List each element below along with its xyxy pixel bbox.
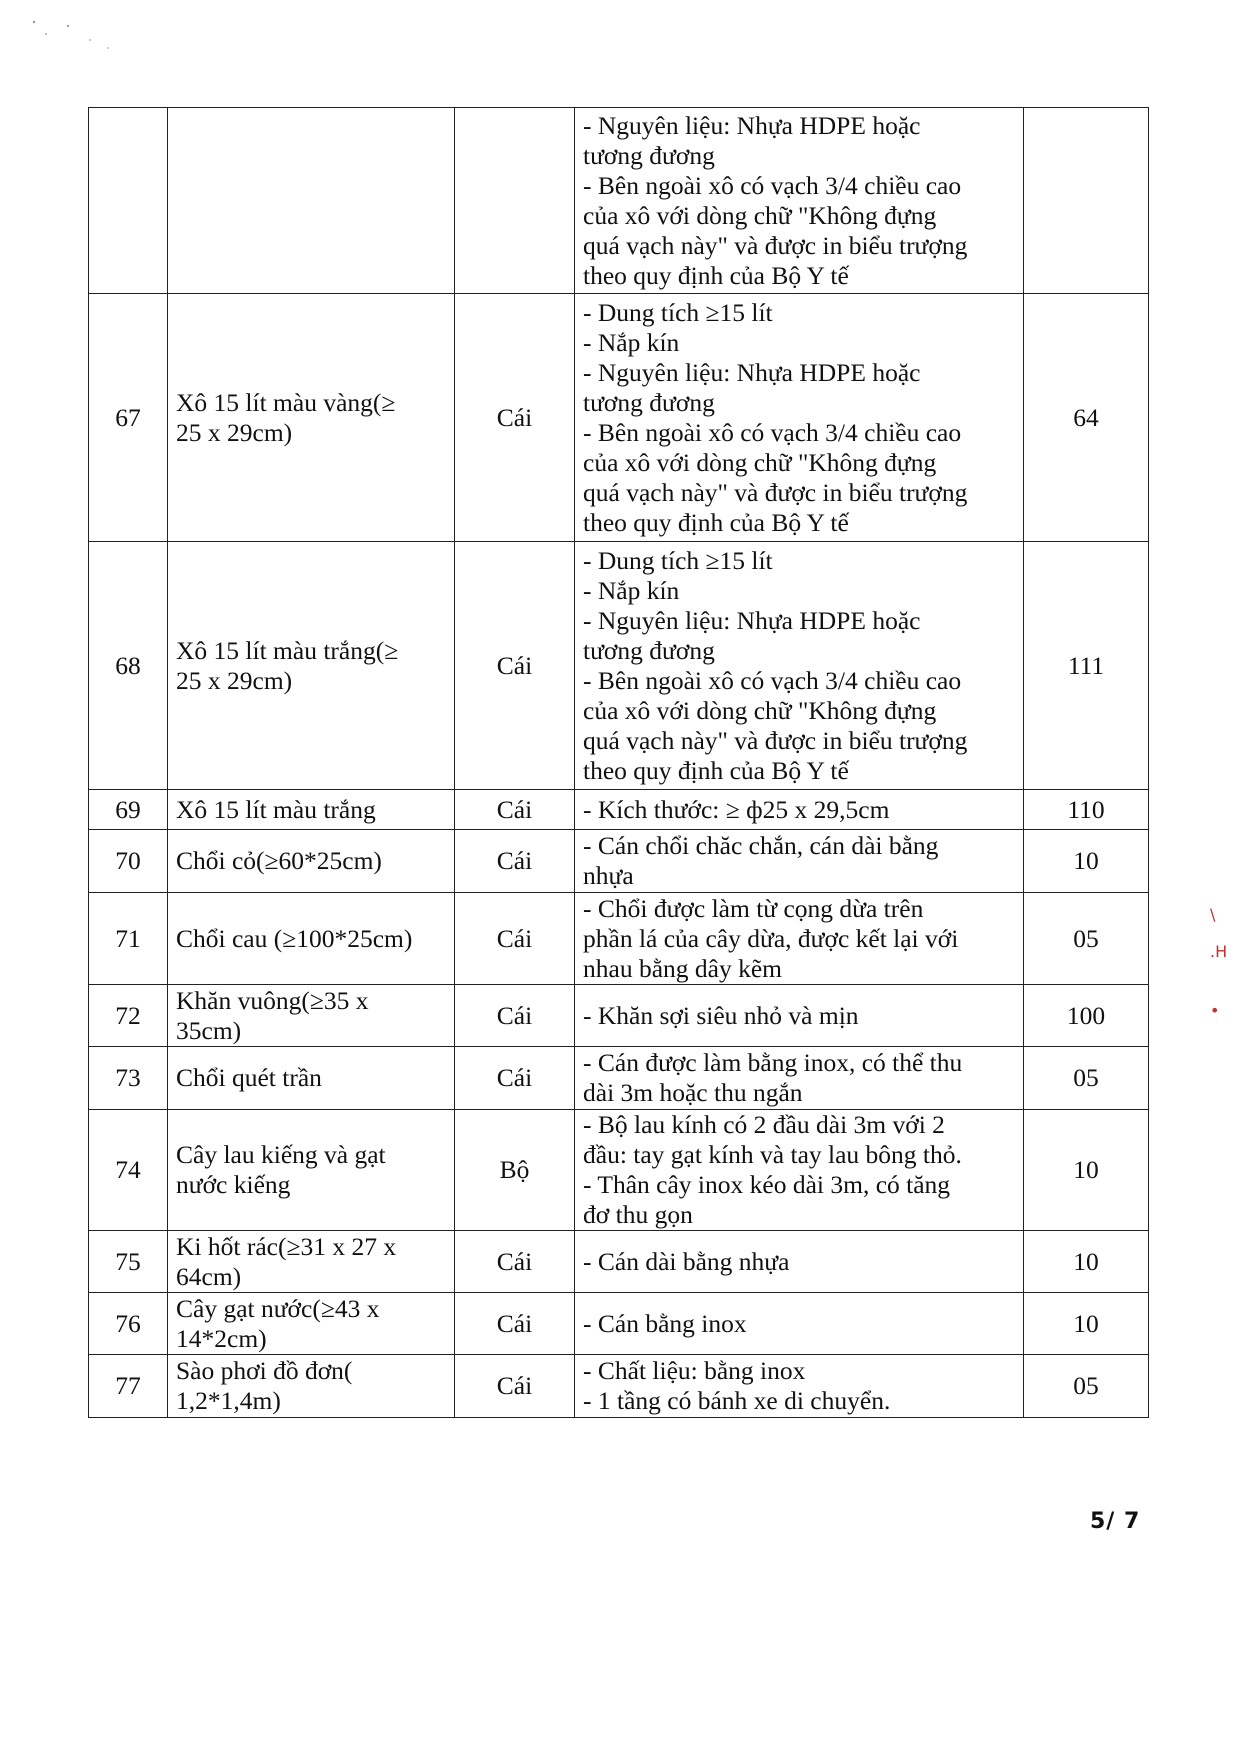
item-quantity: 10 [1073,846,1099,875]
table-row [89,108,1149,294]
item-name-cell [168,790,455,830]
item-quantity: 05 [1073,1371,1099,1400]
item-name-line: Ki hốt rác(≥31 x 27 x [176,1231,397,1261]
item-quantity: 110 [1067,794,1105,824]
items-table [88,107,1149,1418]
item-name-cell [168,985,455,1047]
item-unit: Bộ [499,1155,530,1184]
item-spec-line: - Bên ngoài xô có vạch 3/4 chiều cao [583,665,962,695]
item-spec-line: đầu: tay gạt kính và tay lau bông thỏ. [583,1140,962,1169]
item-number-cell [89,1110,168,1231]
item-spec-cell [575,1355,1024,1418]
item-spec-line: - Thân cây inox kéo dài 3m, có tăng [583,1170,951,1199]
item-name-cell [168,1355,455,1418]
item-unit: Cái [496,1246,533,1276]
item-number: 69 [115,794,141,824]
item-spec-line: của xô với dòng chữ "Không đựng [583,447,937,477]
item-spec-line: - Khăn sợi siêu nhỏ và mịn [583,1000,859,1030]
item-quantity-cell [1024,893,1149,985]
item-name-cell [168,893,455,985]
item-name-line: 25 x 29cm) [176,665,293,695]
item-number-cell [89,294,168,542]
edge-mark: .H [1210,942,1228,961]
item-spec-cell [575,1293,1024,1355]
table-row [89,790,1149,830]
item-quantity-cell [1024,1355,1149,1418]
item-spec-line: - Dung tích ≥15 lít [583,297,773,327]
item-unit: Cái [496,846,533,875]
item-name-line: Xô 15 lít màu vàng(≥ [176,387,396,417]
item-spec-line: theo quy định của Bộ Y tế [583,260,849,290]
item-number: 71 [115,923,141,953]
item-unit-cell [455,1355,575,1418]
item-spec-line: - Cán bằng inox [583,1308,747,1338]
table-row [89,985,1149,1047]
item-unit: Cái [496,1371,533,1400]
item-spec-line: - Nguyên liệu: Nhựa HDPE hoặc [583,357,921,387]
item-spec-line: của xô với dòng chữ "Không đựng [583,695,937,725]
item-unit-cell [455,108,575,294]
item-spec-line: quá vạch này" và được in biểu trượng [583,725,968,755]
item-spec-line: nhựa [583,861,634,890]
item-quantity-cell [1024,1293,1149,1355]
table-row [89,1047,1149,1110]
item-spec-cell [575,790,1024,830]
table-row [89,830,1149,893]
item-number: 75 [115,1246,141,1276]
item-spec-cell [575,1231,1024,1293]
item-quantity: 10 [1073,1155,1099,1184]
item-number-cell [89,108,168,294]
item-name-line: Chổi cau (≥100*25cm) [176,923,413,953]
item-name-line: Khăn vuông(≥35 x [176,985,369,1015]
item-spec-line: - Nguyên liệu: Nhựa HDPE hoặc [583,605,921,635]
item-name-line: 14*2cm) [176,1323,267,1353]
item-spec-cell [575,893,1024,985]
table-row [89,1293,1149,1355]
item-unit-cell [455,1231,575,1293]
item-quantity: 05 [1073,923,1099,953]
item-name-line: 25 x 29cm) [176,417,293,447]
table-row [89,1231,1149,1293]
item-spec-line: của xô với dòng chữ "Không đựng [583,200,937,230]
item-name-line: Cây lau kiếng và gạt [176,1140,386,1169]
item-unit: Cái [496,1063,533,1092]
item-name-line: Chổi quét trần [176,1063,322,1092]
item-number-cell [89,1355,168,1418]
item-name-line: Cây gạt nước(≥43 x [176,1293,380,1323]
item-number-cell [89,1231,168,1293]
item-quantity: 100 [1066,1000,1106,1030]
item-spec-line: dài 3m hoặc thu ngắn [583,1078,803,1107]
scan-noise-mark [28,14,118,54]
item-quantity-cell [1024,108,1149,294]
item-spec-line: theo quy định của Bộ Y tế [583,507,849,537]
item-name-cell [168,1293,455,1355]
item-number-cell [89,542,168,790]
item-spec-line: - Cán dài bằng nhựa [583,1246,790,1276]
item-name-cell [168,108,455,294]
item-number: 68 [115,650,141,680]
item-spec-line: - Bên ngoài xô có vạch 3/4 chiều cao [583,170,962,200]
item-quantity-cell [1024,542,1149,790]
table-row [89,542,1149,790]
item-number-cell [89,1293,168,1355]
item-spec-line: nhau bằng dây kẽm [583,953,782,983]
item-quantity-cell [1024,790,1149,830]
item-number-cell [89,893,168,985]
item-spec-line: - Bộ lau kính có 2 đầu dài 3m với 2 [583,1110,945,1139]
item-spec-line: - Dung tích ≥15 lít [583,545,773,575]
item-unit-cell [455,790,575,830]
item-unit: Cái [496,1308,533,1338]
table-row [89,893,1149,985]
item-spec-line: - 1 tầng có bánh xe di chuyển. [583,1386,891,1415]
item-quantity: 10 [1073,1246,1099,1276]
item-unit-cell [455,985,575,1047]
item-quantity-cell [1024,1231,1149,1293]
item-spec-line: - Nắp kín [583,327,680,357]
item-name-line: nước kiếng [176,1170,291,1199]
item-name-line: 1,2*1,4m) [176,1386,281,1415]
item-number: 76 [115,1308,141,1338]
item-spec-line: - Kích thước: ≥ ф25 x 29,5cm [583,794,890,824]
item-spec-cell [575,108,1024,294]
item-number: 72 [115,1000,141,1030]
item-unit: Cái [496,923,533,953]
item-unit-cell [455,294,575,542]
edge-mark: • [1210,1001,1220,1020]
edge-mark: \ [1210,905,1216,924]
item-name-cell [168,1047,455,1110]
item-quantity: 05 [1073,1063,1099,1092]
item-quantity: 111 [1067,650,1105,680]
item-quantity-cell [1024,1047,1149,1110]
table-row [89,1110,1149,1231]
item-spec-cell [575,985,1024,1047]
item-name-cell [168,1231,455,1293]
item-spec-line: - Bên ngoài xô có vạch 3/4 chiều cao [583,417,962,447]
table-row [89,1355,1149,1418]
item-unit-cell [455,1047,575,1110]
item-spec-line: - Nguyên liệu: Nhựa HDPE hoặc [583,110,921,140]
item-unit-cell [455,830,575,893]
item-name-line: Chổi cỏ(≥60*25cm) [176,846,382,875]
item-spec-line: theo quy định của Bộ Y tế [583,755,849,785]
item-name-cell [168,542,455,790]
item-quantity-cell [1024,985,1149,1047]
item-unit: Cái [496,794,533,824]
item-quantity-cell [1024,294,1149,542]
item-spec-line: tương đương [583,387,715,417]
item-name-cell [168,830,455,893]
item-unit: Cái [496,402,533,432]
item-name-line: 64cm) [176,1261,242,1291]
item-name-cell [168,1110,455,1231]
item-spec-line: quá vạch này" và được in biểu trượng [583,230,968,260]
item-spec-line: - Chất liệu: bằng inox [583,1356,806,1385]
item-name-line: Sào phơi đồ đơn( [176,1356,353,1385]
item-number-cell [89,830,168,893]
item-spec-line: - Cán chổi chăc chắn, cán dài bằng [583,831,939,860]
item-number: 73 [115,1063,141,1092]
item-spec-line: đơ thu gọn [583,1200,693,1229]
item-spec-line: - Chổi được làm từ cọng dừa trên [583,893,924,923]
item-spec-line: - Nắp kín [583,575,680,605]
item-name-line: Xô 15 lít màu trắng [176,794,376,824]
item-spec-cell [575,294,1024,542]
item-spec-line: phần lá của cây dừa, được kết lại với [583,923,959,953]
item-unit-cell [455,1293,575,1355]
item-name-line: Xô 15 lít màu trắng(≥ [176,635,399,665]
item-spec-cell [575,1047,1024,1110]
page-number: 5/ 7 [1090,1509,1141,1534]
item-unit-cell [455,542,575,790]
item-name-cell [168,294,455,542]
item-number: 77 [115,1371,141,1400]
item-spec-cell [575,1110,1024,1231]
table-row [89,294,1149,542]
item-spec-line: tương đương [583,140,715,170]
item-number-cell [89,1047,168,1110]
item-spec-cell [575,542,1024,790]
item-number: 74 [115,1155,141,1184]
item-number: 70 [115,846,141,875]
item-spec-line: tương đương [583,635,715,665]
item-spec-line: - Cán được làm bằng inox, có thể thu [583,1048,963,1077]
item-name-line: 35cm) [176,1015,242,1045]
item-number-cell [89,985,168,1047]
item-number: 67 [115,402,141,432]
item-quantity: 64 [1073,402,1099,432]
item-spec-cell [575,830,1024,893]
item-quantity-cell [1024,830,1149,893]
item-unit: Cái [496,650,533,680]
items-table-body [89,108,1149,1418]
item-unit-cell [455,1110,575,1231]
item-unit-cell [455,893,575,985]
item-number-cell [89,790,168,830]
item-spec-line: quá vạch này" và được in biểu trượng [583,477,968,507]
item-unit: Cái [496,1000,533,1030]
item-quantity-cell [1024,1110,1149,1231]
item-quantity: 10 [1073,1308,1099,1338]
